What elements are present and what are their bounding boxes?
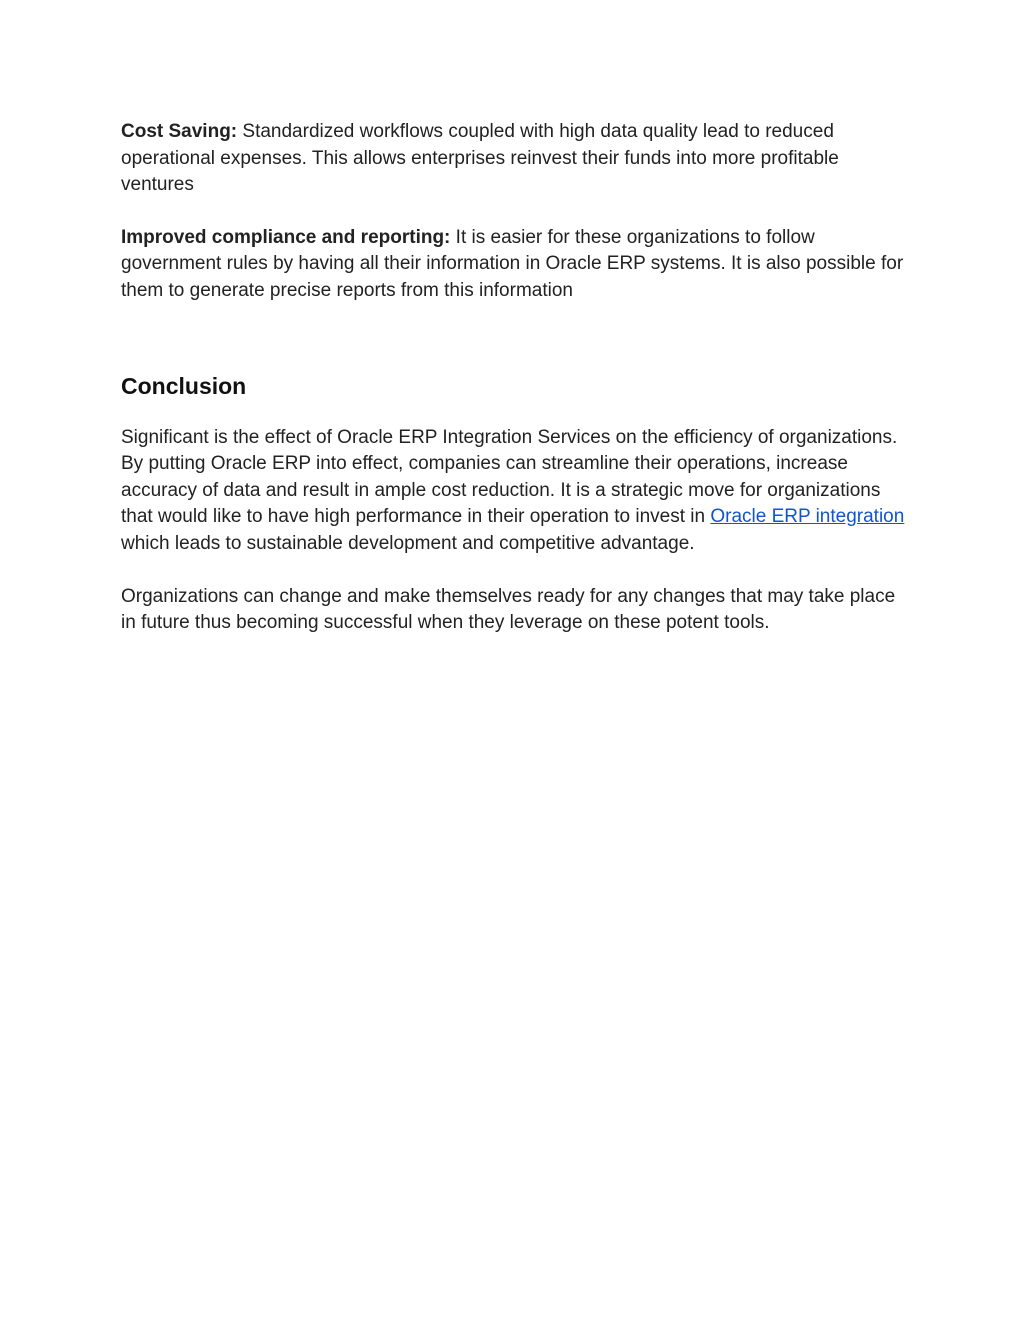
compliance-paragraph [121,225,911,305]
conclusion-heading: Conclusion [121,372,247,399]
conclusion-text-after-link: which leads to sustainable development and competitive advantage. [121,532,695,554]
oracle-erp-integration-link[interactable]: Oracle ERP integration [710,506,905,528]
organizations-paragraph: Organizations can change and make themselves ready for any changes that may take place in future thus becoming successful when they leverage on these potent tools. [121,585,896,634]
conclusion-text-before-link: Significant is the effect of Oracle ERP Integration Services on the efficiency of organizations. By putting Oracle ERP into effect, companies can streamline their operations, increase accuracy of data and result in ample cost reduction. It is a strategic move for organizations that would like to have high performance in their operation to invest in [121,426,898,528]
cost-saving-label: Cost Saving: [121,121,238,142]
document-page [121,119,911,637]
compliance-text: It is easier for these organizations to follow government rules by having all their information in Oracle ERP systems. It is also possible for them to generate precise reports from this information [121,226,904,301]
cost-saving-text: Standardized workflows coupled with high data quality lead to reduced operational expenses. This allows enterprises reinvest their funds into more profitable ventures [121,121,839,196]
cost-saving-paragraph [121,119,911,199]
conclusion-paragraph [121,425,911,558]
compliance-label: Improved compliance and reporting: [121,226,451,248]
